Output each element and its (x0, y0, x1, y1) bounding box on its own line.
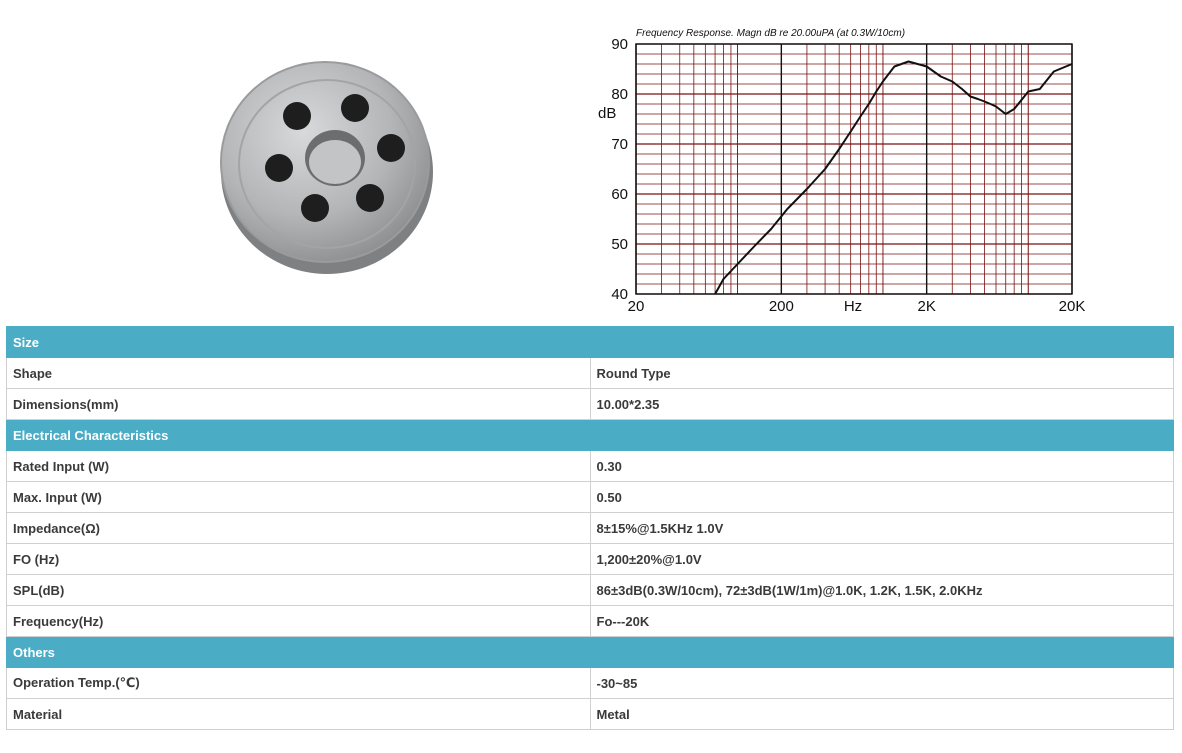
row-value: 10.00*2.35 (590, 389, 1174, 420)
section-title: Size (7, 327, 1174, 358)
row-label: Dimensions(mm) (7, 389, 591, 420)
y-tick-label: 70 (611, 136, 628, 153)
x-tick-label: 2K (917, 298, 936, 315)
row-label: Impedance(Ω) (7, 513, 591, 544)
chart-title: Frequency Response. Magn dB re 20.00uPA (at 0.3W/10cm) (636, 28, 906, 39)
table-row (7, 513, 1174, 544)
speaker-hole (356, 184, 384, 212)
chart-frame (636, 44, 1072, 294)
speaker-hole (341, 94, 369, 122)
table-row (7, 606, 1174, 637)
y-tick-label: 80 (611, 86, 628, 103)
x-tick-label: 20 (627, 298, 645, 315)
x-axis-label: Hz (843, 298, 863, 315)
table-row (7, 358, 1174, 389)
table-row (7, 544, 1174, 575)
speaker-hole (283, 102, 311, 130)
row-label: SPL(dB) (7, 575, 591, 606)
speaker-hole (377, 134, 405, 162)
row-label: FO (Hz) (7, 544, 591, 575)
frequency-response-chart (590, 18, 1100, 320)
row-value: Fo---20K (590, 606, 1174, 637)
table-row (7, 451, 1174, 482)
row-value: 8±15%@1.5KHz 1.0V (590, 513, 1174, 544)
frequency-response-line (715, 62, 1072, 295)
section-header-electrical (7, 420, 1174, 451)
table-row (7, 482, 1174, 513)
x-tick-label: 20K (1058, 298, 1086, 315)
speaker-product-image (215, 58, 440, 278)
section-header-size (7, 327, 1174, 358)
table-row (7, 389, 1174, 420)
row-value: -30~85 (590, 668, 1174, 699)
table-row (7, 699, 1174, 730)
section-title: Others (7, 637, 1174, 668)
product-header (0, 0, 1182, 322)
row-label: Shape (7, 358, 591, 389)
y-tick-label: 40 (611, 286, 628, 303)
row-value: 0.50 (590, 482, 1174, 513)
speaker-hole (265, 154, 293, 182)
y-tick-label: 50 (611, 236, 628, 253)
speaker-center-hole-inner (309, 140, 361, 184)
row-label: Rated Input (W) (7, 451, 591, 482)
spec-table (6, 326, 1174, 730)
row-value: 86±3dB(0.3W/10cm), 72±3dB(1W/1m)@1.0K, 1.2K, 1.5K, 2.0KHz (590, 575, 1174, 606)
table-row (7, 668, 1174, 699)
y-axis-label: dB (598, 105, 617, 122)
y-tick-label: 60 (611, 186, 628, 203)
row-label: Frequency(Hz) (7, 606, 591, 637)
chart-series (715, 62, 1072, 295)
x-tick-label: 200 (768, 298, 794, 315)
row-value: Metal (590, 699, 1174, 730)
chart-grid (636, 44, 1072, 294)
row-value: Round Type (590, 358, 1174, 389)
table-row (7, 575, 1174, 606)
row-label: Max. Input (W) (7, 482, 591, 513)
row-label: Material (7, 699, 591, 730)
row-value: 0.30 (590, 451, 1174, 482)
section-title: Electrical Characteristics (7, 420, 1174, 451)
y-tick-label: 90 (611, 36, 628, 53)
row-label: Operation Temp.(℃) (7, 668, 591, 699)
row-value: 1,200±20%@1.0V (590, 544, 1174, 575)
section-header-others (7, 637, 1174, 668)
speaker-hole (301, 194, 329, 222)
